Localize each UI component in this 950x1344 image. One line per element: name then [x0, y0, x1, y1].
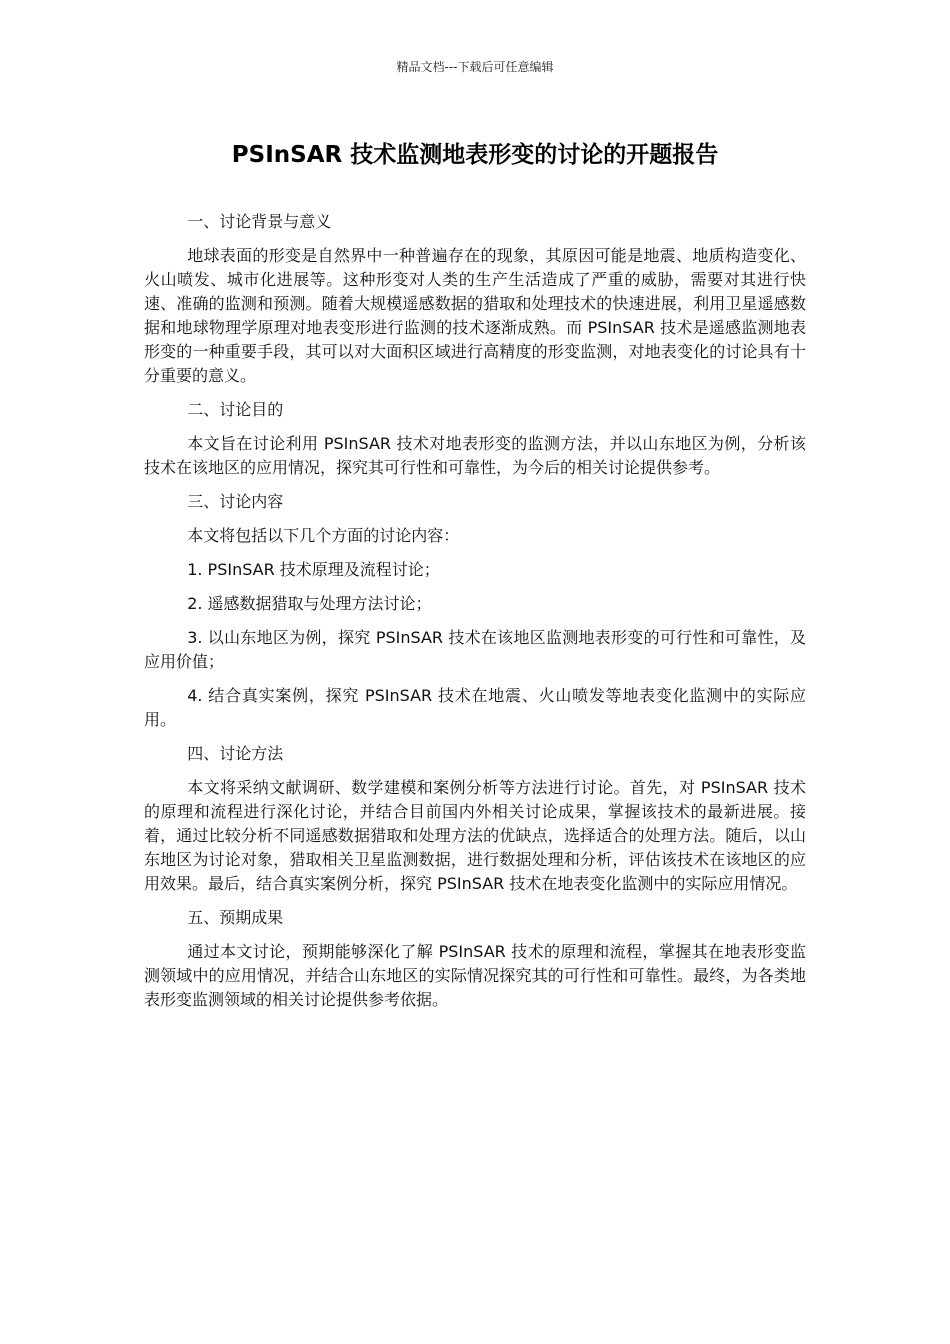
header-note: 精品文档---下载后可任意编辑 — [396, 60, 554, 74]
paragraph: 通过本文讨论，预期能够深化了解 PSInSAR 技术的原理和流程，掌握其在地表形变监测领域中的应用情况，并结合山东地区的实际情况探究其的可行性和可靠性。最终，为各类地表形变监测领域的相关讨论提供参考依据。 — [144, 942, 806, 1009]
paragraph: 地球表面的形变是自然界中一种普遍存在的现象，其原因可能是地震、地质构造变化、火山喷发、城市化进展等。这种形变对人类的生产生活造成了严重的威胁，需要对其进行快速、准确的监测和预测。随着大规模遥感数据的猎取和处理技术的快速进展，利用卫星遥感数据和地球物理学原理对地表变形进行监测的技术逐渐成熟。而 PSInSAR 技术是遥感监测地表形变的一种重要手段，其可以对大面积区域进行高精度的形变监测，对地表变化的讨论具有十分重要的意义。 — [144, 246, 806, 385]
list-item: 4. 结合真实案例，探究 PSInSAR 技术在地震、火山喷发等地表变化监测中的实际应用。 — [144, 686, 806, 729]
paragraph: 本文将包括以下几个方面的讨论内容： — [187, 526, 460, 545]
document-title: PSInSAR 技术监测地表形变的讨论的开题报告 — [231, 142, 719, 168]
section-heading: 三、讨论内容 — [187, 492, 284, 511]
paragraph: 本文将采纳文献调研、数学建模和案例分析等方法进行讨论。首先，对 PSInSAR 技术的原理和流程进行深化讨论，并结合目前国内外相关讨论成果，掌握该技术的最新进展。接着，通过比较分析不同遥感数据猎取和处理方法的优缺点，选择适合的处理方法。随后，以山东地区为讨论对象，猎取相关卫星监测数据，进行数据处理和分析，评估该技术在该地区的应用效果。最后，结合真实案例分析，探究 PSInSAR 技术在地表变化监测中的实际应用情况。 — [144, 778, 806, 893]
paragraph: 本文旨在讨论利用 PSInSAR 技术对地表形变的监测方法，并以山东地区为例，分析该技术在该地区的应用情况，探究其可行性和可靠性，为今后的相关讨论提供参考。 — [144, 434, 806, 477]
section-heading: 五、预期成果 — [187, 908, 284, 927]
list-item: 1. PSInSAR 技术原理及流程讨论； — [187, 560, 440, 579]
list-item: 2. 遥感数据猎取与处理方法讨论； — [187, 594, 432, 613]
list-item: 3. 以山东地区为例，探究 PSInSAR 技术在该地区监测地表形变的可行性和可靠性，及应用价值； — [144, 628, 806, 671]
section-heading: 一、讨论背景与意义 — [187, 212, 332, 231]
document-body — [144, 210, 806, 1022]
section-heading: 四、讨论方法 — [187, 744, 284, 763]
section-heading: 二、讨论目的 — [187, 400, 284, 419]
